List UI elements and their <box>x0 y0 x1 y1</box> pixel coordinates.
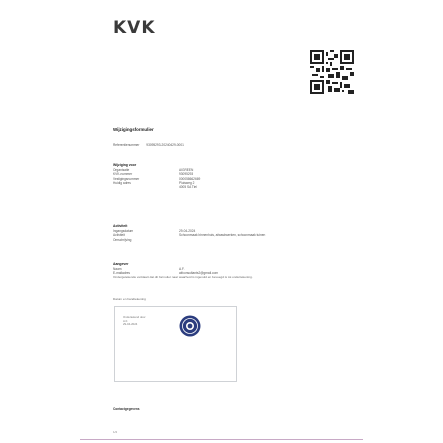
field-value: 29-04-2024 <box>179 229 196 233</box>
signature-box <box>114 306 237 382</box>
contact-heading: Contactgegevens <box>113 407 140 411</box>
field-label: Naam <box>113 267 122 271</box>
section-heading: Wijziging voor <box>113 163 137 167</box>
field-label: Huidig adres <box>113 180 131 185</box>
field-label: Ingangsdatum <box>113 229 134 233</box>
field-value: 000058662669 <box>179 176 201 181</box>
qr-code <box>310 50 354 94</box>
field-row <box>113 238 265 242</box>
field-label: Organisatie <box>113 168 130 172</box>
field-value: Pluisweg 2 <box>179 180 195 185</box>
reference-line <box>113 143 184 147</box>
field-label: E-mailadres <box>113 271 131 276</box>
form-title: Wijzigingsformulier <box>113 127 154 132</box>
field-label <box>113 185 179 189</box>
field-value: Schoonmaak binnenhuis, afwaskwerken, schoonmaak tuinen <box>179 233 266 238</box>
kvk-logo: KVK <box>113 18 156 38</box>
datum-label: Datum en handtekening <box>113 297 146 301</box>
field-value: aifconsultants2@gmail.com <box>179 271 219 276</box>
field-row <box>113 185 200 189</box>
footer-divider <box>80 439 363 440</box>
section-heading: Aangever <box>113 262 129 266</box>
page-number: 1/2 <box>113 430 118 434</box>
reference-label: Referentienummer <box>113 143 140 147</box>
reference-value: 93095293-20240429-0001 <box>146 143 184 147</box>
section-aangever <box>113 262 218 276</box>
field-value: 93095293 <box>179 172 194 177</box>
field-value: 4005 SA Tiel <box>179 185 197 190</box>
section-activiteit <box>113 224 265 242</box>
seal-icon <box>179 315 201 337</box>
field-label: Vestigingsnummer <box>113 176 140 181</box>
field-label: Omschrijving <box>113 237 132 242</box>
field-value: A.F. <box>179 267 185 271</box>
section-heading: Activiteit <box>113 224 128 228</box>
signature-line: 29-04-2024 <box>123 322 138 327</box>
field-label: KVK-nummer <box>113 172 133 177</box>
declaration-note: Ondergetekende verklaart dat dit formulier naar waarheid is ingevuld en bevoegd is tot ondertekening. <box>113 275 253 279</box>
section-wijziging-voor <box>113 163 200 189</box>
signature-line: A.F. <box>123 318 128 323</box>
signature-line: Ondertekend door <box>123 315 146 319</box>
signature-details <box>123 316 146 327</box>
field-label: Activiteit <box>113 233 125 238</box>
field-value: AIGREEN <box>179 168 194 172</box>
